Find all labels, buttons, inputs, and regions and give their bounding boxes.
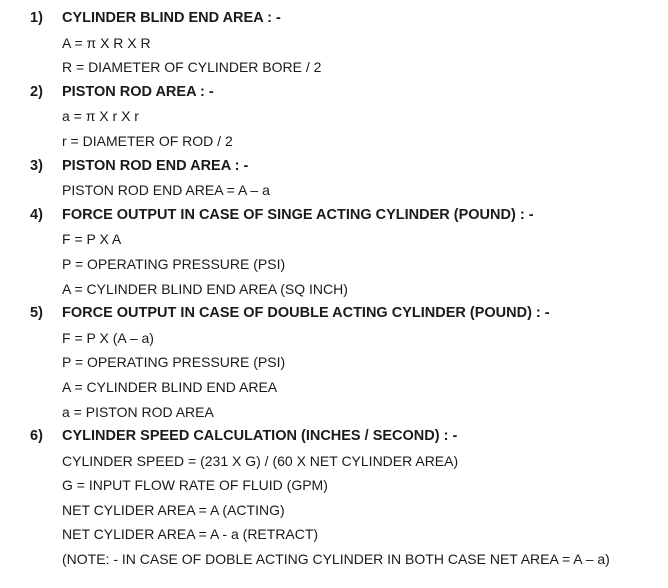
- section-force-output-double-acting: [0, 301, 668, 424]
- section-title: PISTON ROD END AREA : -: [62, 157, 249, 174]
- formula-line: a = PISTON ROD AREA: [62, 403, 214, 420]
- section-heading: [0, 6, 668, 31]
- section-title: CYLINDER SPEED CALCULATION (INCHES / SECOND) : -: [62, 428, 458, 445]
- formula-line: NET CYLIDER AREA = A (ACTING): [62, 501, 285, 518]
- formula-line: A = π X R X R: [62, 34, 151, 51]
- section-piston-rod-area: [0, 80, 668, 154]
- section-title: FORCE OUTPUT IN CASE OF DOUBLE ACTING CYLINDER (POUND) : -: [62, 305, 550, 322]
- section-heading: [0, 203, 668, 228]
- section-heading: [0, 424, 668, 449]
- formula-line: A = CYLINDER BLIND END AREA: [62, 378, 278, 395]
- section-heading: [0, 301, 668, 326]
- section-number: 1): [30, 10, 43, 26]
- formula-line: NET CYLIDER AREA = A - a (RETRACT): [62, 526, 319, 543]
- formula-line: r = DIAMETER OF ROD / 2: [62, 132, 233, 149]
- section-heading: [0, 80, 668, 105]
- section-title: PISTON ROD AREA : -: [62, 83, 214, 100]
- formula-line: A = CYLINDER BLIND END AREA (SQ INCH): [62, 280, 348, 297]
- formula-line: P = OPERATING PRESSURE (PSI): [62, 354, 286, 371]
- formula-line: CYLINDER SPEED = (231 X G) / (60 X NET CYLINDER AREA): [62, 452, 459, 469]
- section-number: 4): [30, 206, 43, 223]
- formula-line: G = INPUT FLOW RATE OF FLUID (GPM): [62, 477, 328, 494]
- formula-line: R = DIAMETER OF CYLINDER BORE / 2: [62, 59, 322, 76]
- note-line: (NOTE: - IN CASE OF DOBLE ACTING CYLINDER IN BOTH CASE NET AREA = A – a): [62, 551, 610, 568]
- section-heading: [0, 154, 668, 179]
- section-cylinder-speed-calculation: [0, 424, 668, 572]
- section-force-output-single-acting: [0, 203, 668, 301]
- section-number: 5): [30, 305, 43, 322]
- section-number: 6): [30, 428, 43, 445]
- formula-line: a = π X r X r: [62, 108, 139, 125]
- section-number: 3): [30, 157, 43, 174]
- section-title: FORCE OUTPUT IN CASE OF SINGE ACTING CYLINDER (POUND) : -: [62, 206, 534, 223]
- formula-line: F = P X (A – a): [62, 329, 154, 346]
- section-number: 2): [30, 83, 43, 100]
- formula-line: F = P X A: [62, 231, 122, 248]
- section-cylinder-blind-end-area: [0, 6, 668, 80]
- formula-line: PISTON ROD END AREA = A – a: [62, 182, 270, 199]
- section-piston-rod-end-area: [0, 154, 668, 203]
- section-title: CYLINDER BLIND END AREA : -: [62, 10, 281, 26]
- formula-line: P = OPERATING PRESSURE (PSI): [62, 255, 286, 272]
